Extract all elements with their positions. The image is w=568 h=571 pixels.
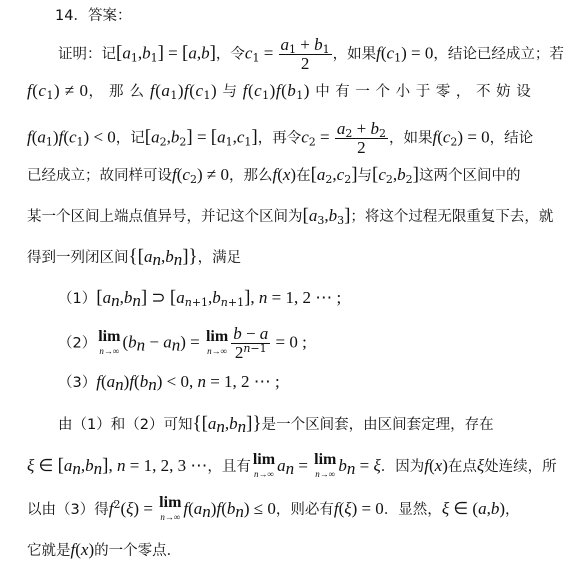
- line-squared: 以由（3）得$f^2(\xi)$ = lim n→∞ $f(a_n)f(b_n) \le 0$，则必有f(ξ) = 0．显然，ξ ∈ (a,b)，: [27, 494, 520, 522]
- line-1: 证明：记$[a_1,b_1] = [a,b]$，令$c_1$ = $\frac{a_1 + b_1}{2}$ ，如果$f(c_1) = 0$，结论已经成立；若: [58, 35, 564, 73]
- heading: 14．答案：: [55, 8, 132, 24]
- line-2: $f(c_1) \ne 0$，那么$f(a_1)f(c_1)$ 与 $f(c_1)f(b_1)$ 中有一个小于零，不妨设: [27, 81, 537, 102]
- line-xi: ξ ∈ $[a_n,b_n]$, n = 1, 2, 3 ⋯，且有 lim n→∞ $a_n$ = lim n→∞ $b_n = \xi$．因为f(x)在点ξ处连续，所: [27, 451, 557, 479]
- line-conclusion: 它就是f(x)的一个零点．: [27, 540, 182, 559]
- heading-line: [55, 3, 131, 28]
- fraction-b-minus-a: $\frac{b - a}{2^{n-1}}$: [233, 324, 269, 362]
- line-3: $f(a_1)f(c_1) < 0$，记$[a_2,b_2] = [a_1,c_1]$，再令$c_2$ = $\frac{a_2 + b_2}{2}$ ，如果$f(c_2) = 0$，结论: [27, 119, 534, 157]
- line-6: 得到一列闭区间$\{[a_n,b_n]\}$，满足: [27, 246, 242, 269]
- limit-operator: lim n→∞: [98, 327, 121, 356]
- fraction-c2: $\frac{a_2 + b_2}{2}$: [336, 119, 386, 157]
- fraction-c1: $\frac{a_1 + b_1}{2}$: [280, 35, 330, 73]
- line-4: 已经成立；故同样可设$f(c_2) \ne 0$，那么f(x)在$[a_2,c_2]$与$[c_2,b_2]$这两个区间中的: [27, 164, 521, 186]
- line-nested-interval: 由（1）和（2）可知$\{[a_n,b_n]\}$是一个区间套，由区间套定理，存在: [58, 413, 494, 436]
- condition-3: $(3)f(a_n)f(b_n) < 0$, n = 1, 2 ⋯ ;: [58, 372, 280, 394]
- condition-2: （2） lim n→∞ $(b_n - a_n)$ = lim n→∞ $\frac{b - a}{2^{n-1}}$ = 0 ;: [58, 324, 307, 362]
- line-5: 某一个区间上端点值异号，并记这个区间为$[a_3,b_3]$；将这个过程无限重复下去，就: [27, 205, 554, 227]
- condition-1: $(1)[a_n,b_n]$ ⊃ $[a_{n+1},b_{n+1}]$, n = 1, 2 ⋯ ;: [58, 287, 342, 310]
